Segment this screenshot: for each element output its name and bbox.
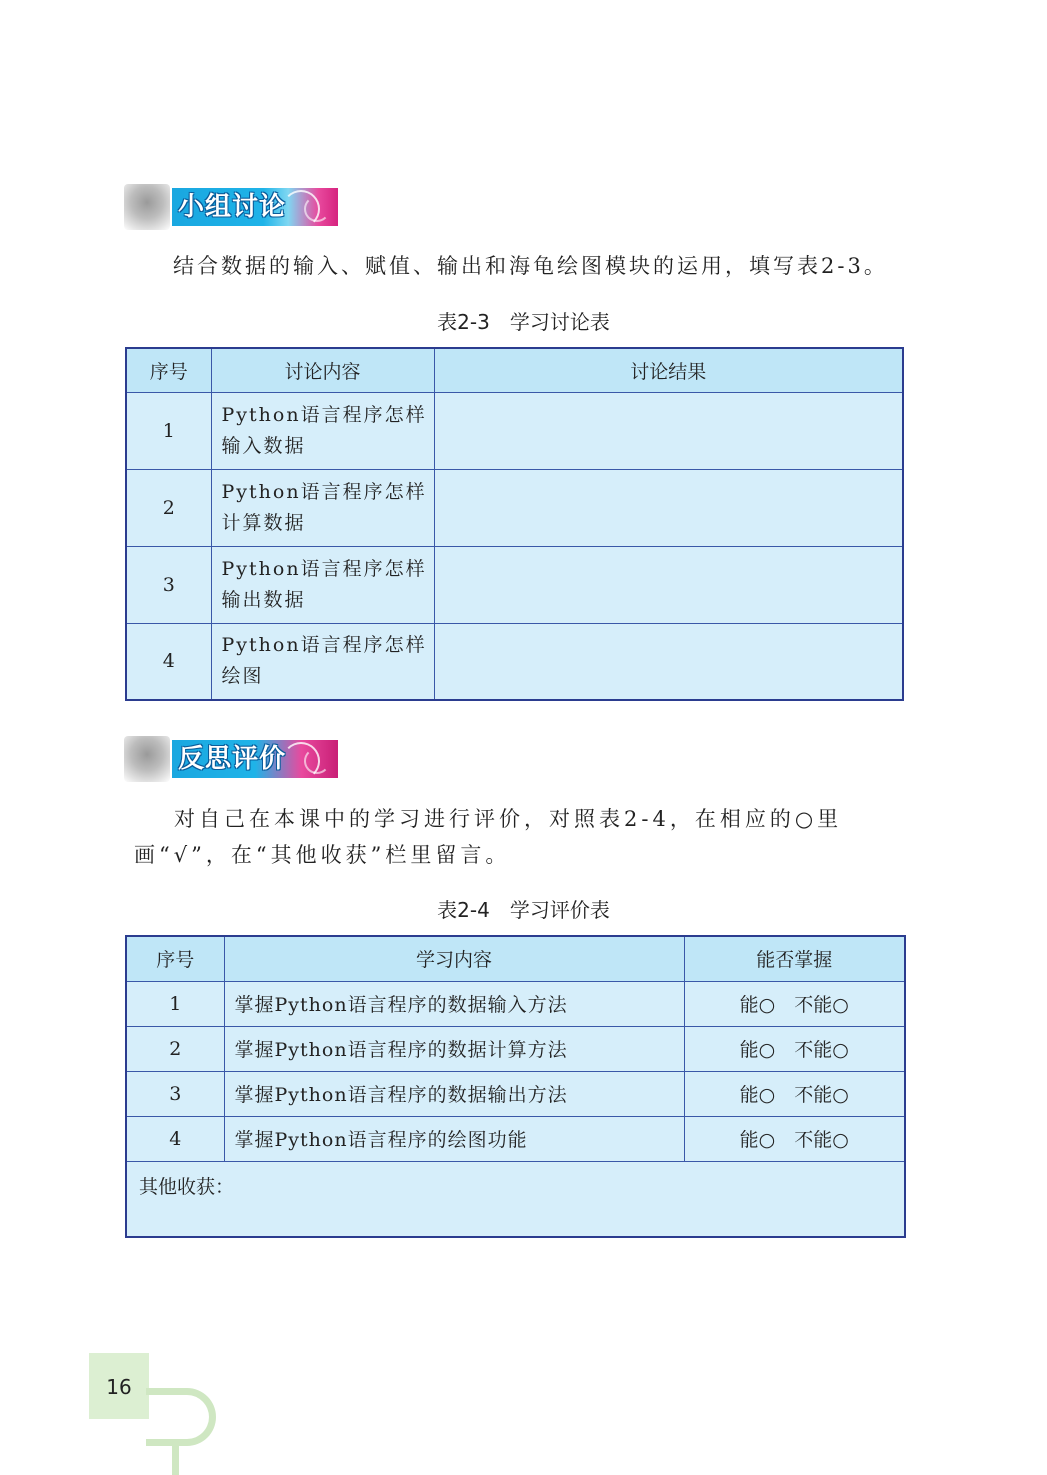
table-row xyxy=(126,1026,905,1071)
row-number: 4 xyxy=(126,1116,224,1161)
table-row xyxy=(126,1071,905,1116)
discussion-topic: Python语言程序怎样 绘图 xyxy=(211,623,434,700)
mastery-choice[interactable]: 能○ 不能○ xyxy=(684,981,905,1026)
discussion-result-cell[interactable] xyxy=(434,546,903,623)
reflection-banner-label: 反思评价 xyxy=(172,740,338,778)
column-header: 能否掌握 xyxy=(684,936,905,981)
mastery-choice[interactable]: 能○ 不能○ xyxy=(684,1071,905,1116)
discussion-table xyxy=(125,347,904,701)
table-row xyxy=(126,392,903,469)
evaluation-table-caption: 表2-4 学习评价表 xyxy=(437,898,610,922)
row-number: 3 xyxy=(126,546,211,623)
row-number: 3 xyxy=(126,1071,224,1116)
row-number: 1 xyxy=(126,981,224,1026)
swirl-decoration-icon xyxy=(304,748,330,774)
discussion-topic: Python语言程序怎样 计算数据 xyxy=(211,469,434,546)
reflection-banner xyxy=(124,736,338,782)
discussion-instructions: 结合数据的输入、赋值、输出和海龟绘图模块的运用，填写表2-3。 xyxy=(173,254,888,278)
column-header: 序号 xyxy=(126,348,211,392)
learning-content: 掌握Python语言程序的数据输出方法 xyxy=(224,1071,684,1116)
table-row xyxy=(126,1116,905,1161)
discussion-topic: Python语言程序怎样 输出数据 xyxy=(211,546,434,623)
table-row xyxy=(126,981,905,1026)
learning-content: 掌握Python语言程序的数据输入方法 xyxy=(224,981,684,1026)
learning-content: 掌握Python语言程序的绘图功能 xyxy=(224,1116,684,1161)
row-number: 2 xyxy=(126,1026,224,1071)
row-number: 1 xyxy=(126,392,211,469)
hook-decoration-icon xyxy=(146,1388,216,1446)
other-gains-label: 其他收获： xyxy=(139,1175,235,1198)
evaluation-table xyxy=(125,935,906,1238)
discussion-result-cell[interactable] xyxy=(434,623,903,700)
table-header-row xyxy=(126,348,903,392)
table-row xyxy=(126,469,903,546)
learning-content: 掌握Python语言程序的数据计算方法 xyxy=(224,1026,684,1071)
student-avatar-icon xyxy=(124,184,170,230)
table-row xyxy=(126,546,903,623)
row-number: 4 xyxy=(126,623,211,700)
table-header-row xyxy=(126,936,905,981)
discussion-table-caption: 表2-3 学习讨论表 xyxy=(437,310,610,334)
discussion-banner-label: 小组讨论 xyxy=(172,188,338,226)
other-gains-cell[interactable] xyxy=(126,1161,905,1237)
table-row xyxy=(126,623,903,700)
discussion-result-cell[interactable] xyxy=(434,392,903,469)
discussion-result-cell[interactable] xyxy=(434,469,903,546)
row-number: 2 xyxy=(126,469,211,546)
mastery-choice[interactable]: 能○ 不能○ xyxy=(684,1026,905,1071)
column-header: 学习内容 xyxy=(224,936,684,981)
column-header: 序号 xyxy=(126,936,224,981)
hook-tail-decoration xyxy=(172,1440,179,1475)
column-header: 讨论结果 xyxy=(434,348,903,392)
reflection-instructions: 对自己在本课中的学习进行评价，对照表2-4，在相应的○里画“√”，在“其他收获”栏里留言。 xyxy=(134,807,843,867)
page-number: 16 xyxy=(89,1353,149,1419)
other-gains-row xyxy=(126,1161,905,1237)
swirl-decoration-icon xyxy=(304,196,330,222)
discussion-topic: Python语言程序怎样 输入数据 xyxy=(211,392,434,469)
discussion-banner xyxy=(124,184,338,230)
mastery-choice[interactable]: 能○ 不能○ xyxy=(684,1116,905,1161)
student-avatar-icon xyxy=(124,736,170,782)
column-header: 讨论内容 xyxy=(211,348,434,392)
